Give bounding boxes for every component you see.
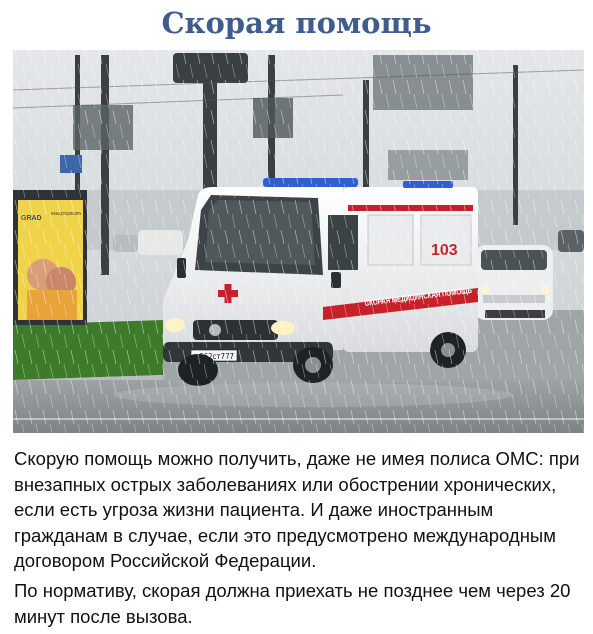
paragraph: По нормативу, скорая должна приехать не позднее чем через 20 минут после вызова. [14,579,571,627]
page-title: Скорая помощь [161,6,432,40]
ambulance-photo [13,50,584,433]
article-text [14,446,584,633]
paragraph: Скорую помощь можно получить, даже не имея полиса ОМС: при внезапных острых заболеваниях или обострении хронических, если есть угроза жизни пациента. И даже иностранным гражданам в случае, если это предусмотрено международным договором Российской Федерации. [14,448,580,572]
